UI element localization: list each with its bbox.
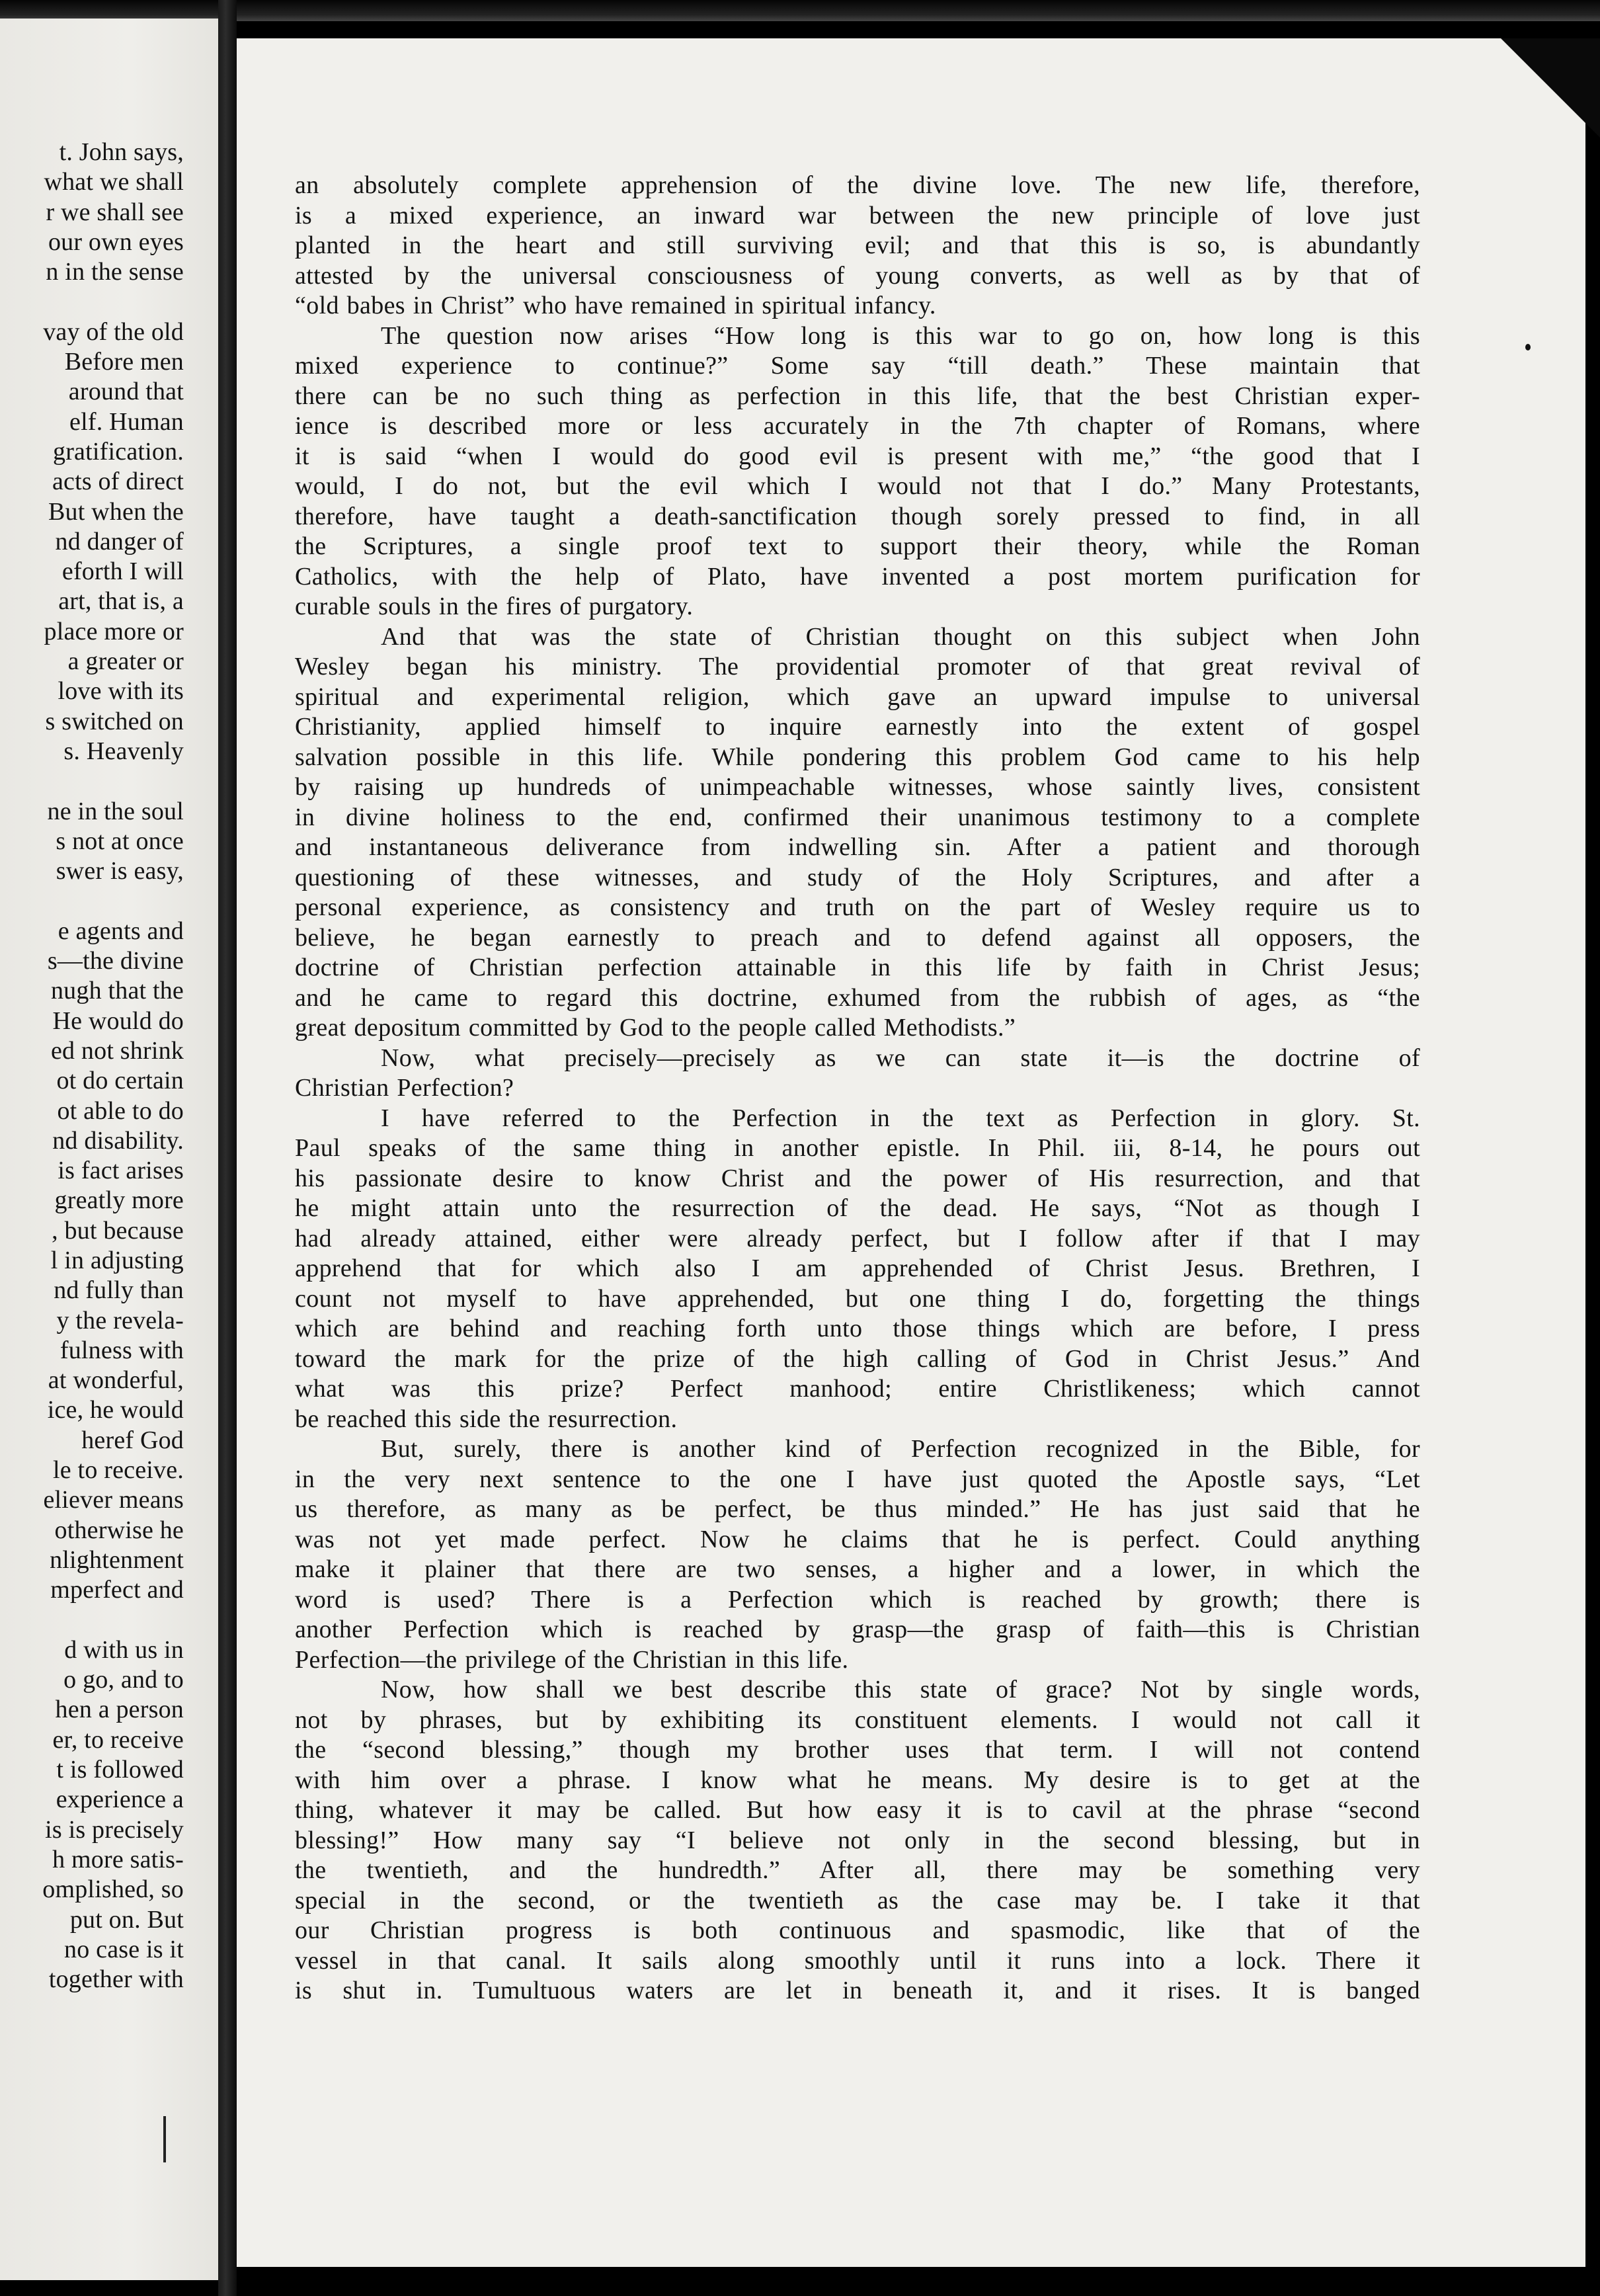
- text-line: attested by the universal consciousness of young converts, as well as by that of: [295, 261, 1420, 290]
- left-text-line: ice, he would: [47, 1396, 184, 1424]
- left-text-line: e agents and: [58, 917, 184, 945]
- left-text-line: gratification.: [53, 437, 184, 466]
- text-line: the “second blessing,” though my brother uses that term. I will not contend: [295, 1736, 1420, 1764]
- left-text-line: ed not shrink: [50, 1036, 184, 1065]
- left-text-line: acts of direct: [52, 468, 184, 496]
- text-line: there can be no such thing as perfection in this life, that the best Christian exper-: [295, 382, 1420, 410]
- text-line: it is said “when I would do good evil is present with me,” “the good that I: [295, 442, 1420, 470]
- text-line: vessel in that canal. It sails along smoothly until it runs into a lock. There it: [295, 1946, 1420, 1975]
- left-text-line: at wonderful,: [48, 1366, 184, 1395]
- text-line: questioning of these witnesses, and study of the Holy Scriptures, and after a: [295, 863, 1420, 891]
- left-text-line: vay of the old: [43, 317, 184, 346]
- text-line: “old babes in Christ” who have remained in spiritual infancy.: [295, 292, 936, 319]
- left-text-line: t. John says,: [59, 138, 184, 166]
- left-text-line: n in the sense: [46, 258, 184, 286]
- left-text-line: Before men: [64, 348, 184, 376]
- left-text-line: nd danger of: [55, 527, 184, 555]
- left-text-line: eliever means: [43, 1486, 184, 1514]
- text-line: in the very next sentence to the one I have just quoted the Apostle says, “Let: [295, 1465, 1420, 1493]
- left-text-line: d with us in: [64, 1635, 184, 1664]
- left-text-line: elf. Human: [69, 407, 184, 436]
- left-text-line: nd fully than: [54, 1276, 184, 1305]
- text-line: Now, how shall we best describe this state of grace? Not by single words,: [381, 1676, 1420, 1703]
- left-text-line: y the revela-: [56, 1306, 184, 1334]
- left-text-line: s—the divine: [47, 947, 184, 975]
- text-line: great depositum committed by God to the people called Methodists.”: [295, 1014, 1016, 1042]
- left-text-line: omplished, so: [42, 1875, 184, 1904]
- left-text-line: our own eyes: [48, 227, 184, 256]
- left-text-line: nd disability.: [52, 1126, 184, 1155]
- scan-top-edge: [0, 0, 1600, 21]
- text-line: ience is described more or less accurately in the 7th chapter of Romans, where: [295, 412, 1420, 440]
- text-line: believe, he began earnestly to preach and to defend against all opposers, the: [295, 923, 1420, 952]
- left-text-line: mperfect and: [50, 1576, 184, 1604]
- left-text-line: [0, 886, 184, 916]
- folded-corner: [1501, 38, 1600, 138]
- left-text-line: r we shall see: [46, 198, 184, 226]
- text-line: with him over a phrase. I know what he means. My desire is to get at the: [295, 1766, 1420, 1794]
- left-text-line: is fact arises: [58, 1157, 184, 1185]
- scan-mark: [163, 2116, 166, 2162]
- text-line: planted in the heart and still surviving evil; and that this is so, is abundantly: [295, 231, 1420, 259]
- left-text-line: greatly more: [54, 1186, 184, 1215]
- text-line: therefore, have taught a death-sanctification though sorely pressed to find, in all: [295, 502, 1420, 530]
- text-line: and instantaneous deliverance from indwelling sin. After a patient and thorough: [295, 833, 1420, 861]
- text-line: he might attain unto the resurrection of the dead. He says, “Not as though I: [295, 1194, 1420, 1222]
- left-text-line: around that: [68, 378, 184, 406]
- text-line: count not myself to have apprehended, but one thing I do, forgetting the things: [295, 1284, 1420, 1313]
- text-line: would, I do not, but the evil which I would not that I do.” Many Protestants,: [295, 472, 1420, 500]
- text-line: us therefore, as many as be perfect, be thus minded.” He has just said that he: [295, 1495, 1420, 1523]
- text-line: thing, whatever it may be called. But how easy it is to cavil at the phrase “second: [295, 1796, 1420, 1824]
- text-line: special in the second, or the twentieth as the case may be. I take it that: [295, 1886, 1420, 1914]
- left-text-line: s. Heavenly: [63, 737, 184, 765]
- left-text-line: heref God: [81, 1426, 184, 1454]
- book-gutter: [218, 0, 237, 2296]
- text-line: an absolutely complete apprehension of the divine love. The new life, therefore,: [295, 171, 1420, 199]
- left-text-line: le to receive.: [53, 1456, 184, 1485]
- left-text-line: ot do certain: [56, 1067, 184, 1095]
- left-text-line: ot able to do: [57, 1096, 184, 1125]
- text-line: and he came to regard this doctrine, exhumed from the rubbish of ages, as “the: [295, 983, 1420, 1012]
- text-line: spiritual and experimental religion, which gave an upward impulse to universal: [295, 682, 1420, 711]
- left-text-line: s switched on: [45, 707, 184, 735]
- left-text-line: nlightenment: [50, 1545, 184, 1574]
- left-text-line: [0, 1606, 184, 1635]
- text-line: blessing!” How many say “I believe not only in the second blessing, but in: [295, 1826, 1420, 1854]
- ink-speck: [1525, 344, 1531, 350]
- left-text-line: ne in the soul: [47, 797, 184, 825]
- text-line: But, surely, there is another kind of Perfection recognized in the Bible, for: [381, 1435, 1420, 1463]
- left-text-line: [0, 287, 184, 317]
- text-line: is shut in. Tumultuous waters are let in beneath it, and it rises. It is banged: [295, 1977, 1420, 2004]
- text-line: I have referred to the Perfection in the text as Perfection in glory. St.: [381, 1104, 1420, 1132]
- text-line: Wesley began his ministry. The providential promoter of that great revival of: [295, 653, 1420, 680]
- text-line: had already attained, either were already perfect, but I follow after if that I may: [295, 1224, 1420, 1252]
- text-line: Christianity, applied himself to inquire earnestly into the extent of gospel: [295, 713, 1420, 741]
- text-line: salvation possible in this life. While pondering this problem God came to his help: [295, 743, 1420, 771]
- left-text-line: s not at once: [56, 827, 184, 855]
- left-text-line: a greater or: [67, 647, 184, 676]
- left-text-line: [0, 766, 184, 796]
- text-line: in divine holiness to the end, confirmed their unanimous testimony to a complete: [295, 803, 1420, 831]
- left-text-line: hen a person: [55, 1696, 184, 1724]
- text-line: apprehend that for which also I am apprehended of Christ Jesus. Brethren, I: [295, 1254, 1420, 1282]
- text-line: Perfection—the privilege of the Christian in this life.: [295, 1645, 849, 1674]
- left-text-line: , but because: [52, 1216, 184, 1245]
- left-column-text: [0, 138, 184, 1994]
- text-line: our Christian progress is both continuous and spasmodic, like that of the: [295, 1916, 1420, 1944]
- text-line: which are behind and reaching forth unto those things which are before, I press: [295, 1315, 1420, 1342]
- text-line: personal experience, as consistency and truth on the part of Wesley require us to: [295, 893, 1420, 921]
- left-text-line: l in adjusting: [50, 1246, 184, 1274]
- text-line: make it plainer that there are two senses, a higher and a lower, in which the: [295, 1555, 1420, 1583]
- text-line: Catholics, with the help of Plato, have invented a post mortem purification for: [295, 562, 1420, 591]
- left-text-line: put on. But: [69, 1905, 184, 1934]
- text-line: mixed experience to continue?” Some say “till death.” These maintain that: [295, 352, 1420, 380]
- left-text-line: is is precisely: [45, 1815, 184, 1844]
- text-line: the twentieth, and the hundredth.” After all, there may be something very: [295, 1856, 1420, 1884]
- left-text-line: nugh that the: [50, 977, 184, 1005]
- left-text-line: eforth I will: [61, 557, 184, 586]
- left-text-line: what we shall: [44, 168, 184, 196]
- text-line: And that was the state of Christian thought on this subject when John: [381, 622, 1420, 651]
- left-text-line: experience a: [56, 1785, 184, 1814]
- text-line: Paul speaks of the same thing in another epistle. In Phil. iii, 8-14, he pours out: [295, 1134, 1420, 1162]
- left-page: [0, 19, 218, 2280]
- left-text-line: love with its: [58, 677, 184, 706]
- left-text-line: t is followed: [56, 1756, 184, 1784]
- text-line: not by phrases, but by exhibiting its constituent elements. I would not call it: [295, 1705, 1420, 1734]
- left-text-line: h more satis-: [52, 1845, 184, 1873]
- text-line: his passionate desire to know Christ and the power of His resurrection, and that: [295, 1164, 1420, 1192]
- left-text-line: art, that is, a: [58, 587, 184, 616]
- left-text-line: place more or: [44, 617, 184, 645]
- text-line: the Scriptures, a single proof text to support their theory, while the Roman: [295, 532, 1420, 560]
- left-text-line: otherwise he: [54, 1516, 184, 1544]
- text-line: toward the mark for the prize of the high calling of God in Christ Jesus.” And: [295, 1344, 1420, 1373]
- text-line: by raising up hundreds of unimpeachable witnesses, whose saintly lives, consistent: [295, 773, 1420, 801]
- left-text-line: er, to receive: [52, 1725, 184, 1754]
- left-text-line: fulness with: [60, 1336, 184, 1364]
- text-line: Now, what precisely—precisely as we can state it—is the doctrine of: [381, 1044, 1420, 1072]
- left-text-line: He would do: [52, 1006, 184, 1035]
- text-line: was not yet made perfect. Now he claims that he is perfect. Could anything: [295, 1525, 1420, 1553]
- text-line: is a mixed experience, an inward war between the new principle of love just: [295, 201, 1420, 229]
- text-line: curable souls in the fires of purgatory.: [295, 593, 694, 620]
- left-text-line: o go, and to: [63, 1666, 184, 1694]
- text-line: be reached this side the resurrection.: [295, 1405, 678, 1433]
- text-line: another Perfection which is reached by grasp—the grasp of faith—this is Christian: [295, 1616, 1420, 1643]
- text-line: word is used? There is a Perfection which is reached by growth; there is: [295, 1585, 1420, 1614]
- left-text-line: no case is it: [64, 1935, 184, 1963]
- text-line: doctrine of Christian perfection attainable in this life by faith in Christ Jesus;: [295, 954, 1420, 981]
- text-line: what was this prize? Perfect manhood; entire Christlikeness; which cannot: [295, 1375, 1420, 1403]
- left-text-line: But when the: [48, 497, 184, 526]
- text-line: The question now arises “How long is this war to go on, how long is this: [381, 321, 1420, 350]
- text-line: Christian Perfection?: [295, 1074, 514, 1102]
- left-text-line: together with: [48, 1965, 184, 1994]
- left-text-line: swer is easy,: [56, 857, 184, 885]
- main-column-text: [295, 171, 1420, 2006]
